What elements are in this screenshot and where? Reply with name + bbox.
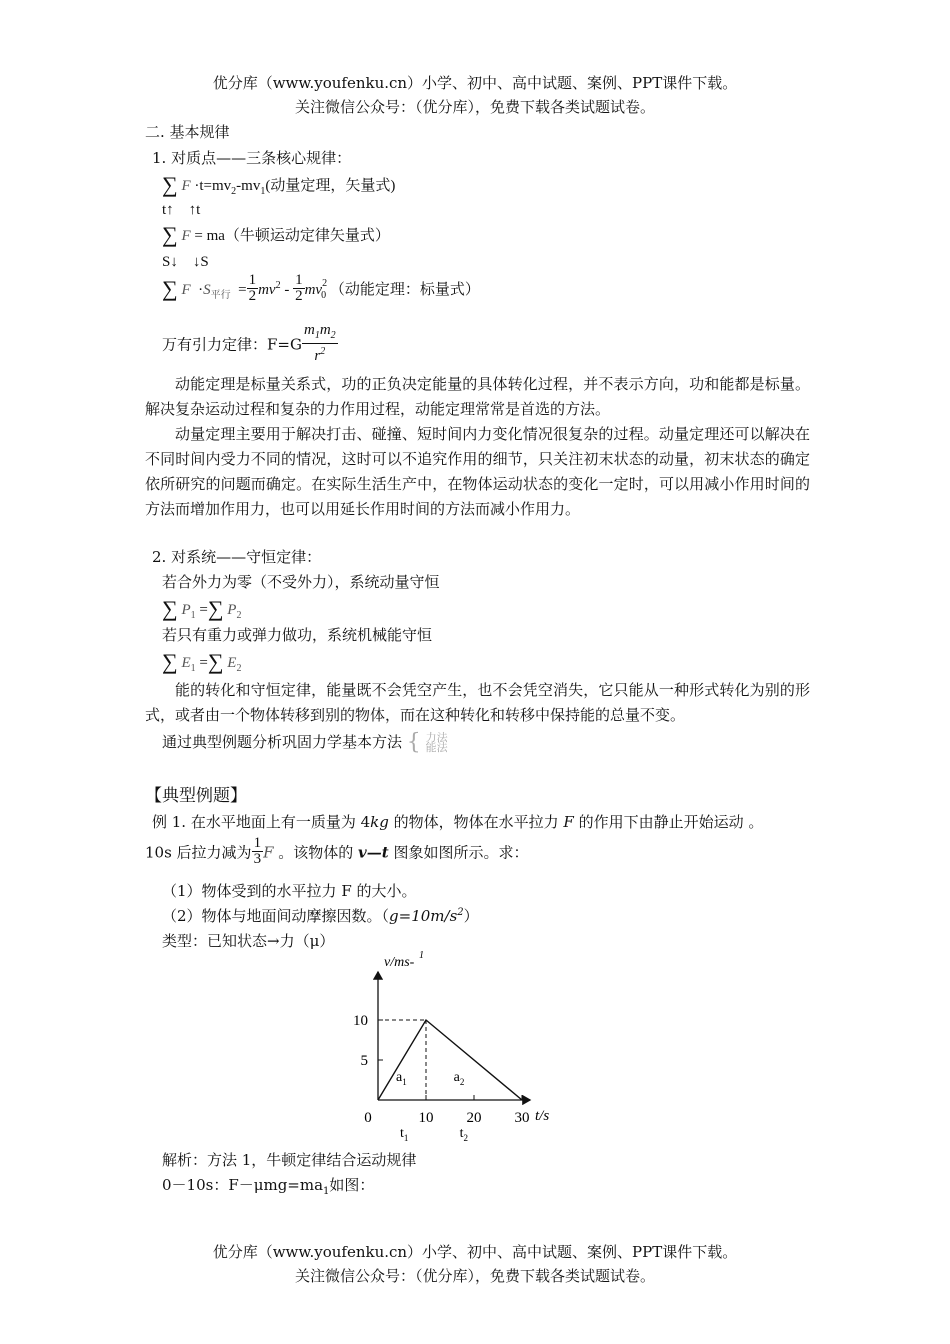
y-axis-label: v/ms- bbox=[384, 955, 415, 970]
method-line: 通过典型例题分析巩固力学基本方法 { 力法 能法 bbox=[162, 730, 448, 755]
analysis-line-2: 0－10s：$F-\mu mg=ma_1$如图： bbox=[162, 1176, 375, 1197]
gravitation-law: 万有引力定律：F=G $\frac{m_1m_2}{r^2}$ bbox=[162, 322, 336, 364]
y-tick-label: 5 bbox=[360, 1053, 368, 1069]
x-tick-label: 30 bbox=[514, 1110, 530, 1126]
vt-chart bbox=[330, 950, 570, 1150]
examples-title: 【典型例题】 bbox=[145, 786, 247, 806]
paragraph-energy-conservation: 能的转化和守恒定律，能量既不会凭空产生，也不会凭空消失，它只能从一种形式转化为别的形式，或者由一个物体转移到别的物体，而在这种转化和转移中保持能的总量不变。 bbox=[145, 681, 810, 724]
label-a1: $a_1$ bbox=[396, 1070, 407, 1087]
paragraph-momentum: 动量定理主要用于解决打击、碰撞、短时间内力变化情况很复杂的过程。动量定理还可以解决在不同时间内受力不同的情况，这时可以不追究作用的细节，只关注初末状态的动量，初末状态的确定依所研究的问题而确定。在实际生活生产中，在物体运动状态的变化一定时，可以用减小作用时间的方法而增加作用力，也可以用延长作用时间的方法而减小作用力。 bbox=[145, 425, 810, 518]
x-tick-label: 20 bbox=[466, 1110, 482, 1126]
x-tick-label: 10 bbox=[418, 1110, 434, 1126]
label-t1: $t_1$ bbox=[400, 1126, 409, 1143]
example1-line2: 10s 后拉力减为 $\frac{1}{3}$ F 。该物体的 v—t 图象如图所示。求： bbox=[145, 835, 529, 867]
footer-line-2: 关注微信公众号：（优分库），免费下载各类试题试卷。 bbox=[294, 1267, 655, 1285]
x-tick-label: 0 bbox=[364, 1110, 372, 1126]
y-axis-label-sup: 1 bbox=[419, 950, 424, 961]
method-force: 力法 bbox=[425, 731, 448, 744]
analysis-line-1: 解析：方法 1，牛顿定律结合运动规律 bbox=[162, 1151, 417, 1169]
equation-momentum-theorem: ∑ $F \cdot t=mv_2-mv_1$(动量定理，矢量式) bbox=[162, 172, 396, 197]
example1-line1: 例 1. 在水平地面上有一质量为 4kg 的物体，物体在水平拉力 F 的作用下由静止开始运动 。 bbox=[152, 813, 764, 831]
type-line: 类型：已知状态→力（μ） bbox=[162, 932, 335, 950]
condition-momentum: 若合外力为零（不受外力），系统动量守恒 bbox=[162, 573, 440, 591]
arrows-t: t↑ ↑t bbox=[162, 202, 201, 218]
section-title: 二. 基本规律 bbox=[145, 123, 230, 141]
equation-energy-conservation: ∑ $E_1$ =∑ $E_2$ bbox=[162, 649, 242, 674]
condition-mechanical-energy: 若只有重力或弹力做功，系统机械能守恒 bbox=[162, 626, 433, 644]
paragraph-kinetic-energy: 动能定理是标量关系式，功的正负决定能量的具体转化过程，并不表示方向，功和能都是标量。解决复杂运动过程和复杂的力作用过程，动能定理常常是首选的方法。 bbox=[145, 375, 810, 418]
item1-title: 1. 对质点——三条核心规律： bbox=[152, 149, 352, 167]
label-a2: $a_2$ bbox=[453, 1070, 465, 1087]
equation-momentum-conservation: ∑ $P_1$ =∑ $P_2$ bbox=[162, 596, 242, 621]
equation-work-energy: ∑ $F \cdot S_{平行}$ = $\frac{1}{2}$ $mv^2$ - $\frac{1}{2}$ $mv_{20}$ （动能定理：标量式） bbox=[162, 272, 480, 305]
header-line-2: 关注微信公众号：（优分库），免费下载各类试题试卷。 bbox=[294, 98, 655, 116]
footer-line-1: 优分库（www.youfenku.cn）小学、初中、高中试题、案例、PPT课件下载。 bbox=[212, 1243, 738, 1261]
item2-title: 2. 对系统——守恒定律： bbox=[152, 548, 322, 566]
x-axis-label: t/s bbox=[535, 1108, 550, 1124]
equation-newton: ∑ F = ma（牛顿运动定律矢量式） bbox=[162, 222, 390, 247]
method-brace: { bbox=[406, 730, 421, 755]
question-1: （1）物体受到的水平拉力 F 的大小。 bbox=[162, 882, 417, 900]
velocity-line bbox=[378, 1020, 522, 1100]
header-line-1: 优分库（www.youfenku.cn）小学、初中、高中试题、案例、PPT课件下载。 bbox=[212, 74, 738, 92]
arrows-s: S↓ ↓S bbox=[162, 254, 209, 270]
label-t2: $t_2$ bbox=[459, 1126, 468, 1143]
y-tick-label: 10 bbox=[353, 1013, 368, 1029]
question-2: （2）物体与地面间动摩擦因数。$(g=10m/s^2)$ bbox=[162, 907, 479, 925]
method-energy: 能法 bbox=[425, 741, 448, 754]
